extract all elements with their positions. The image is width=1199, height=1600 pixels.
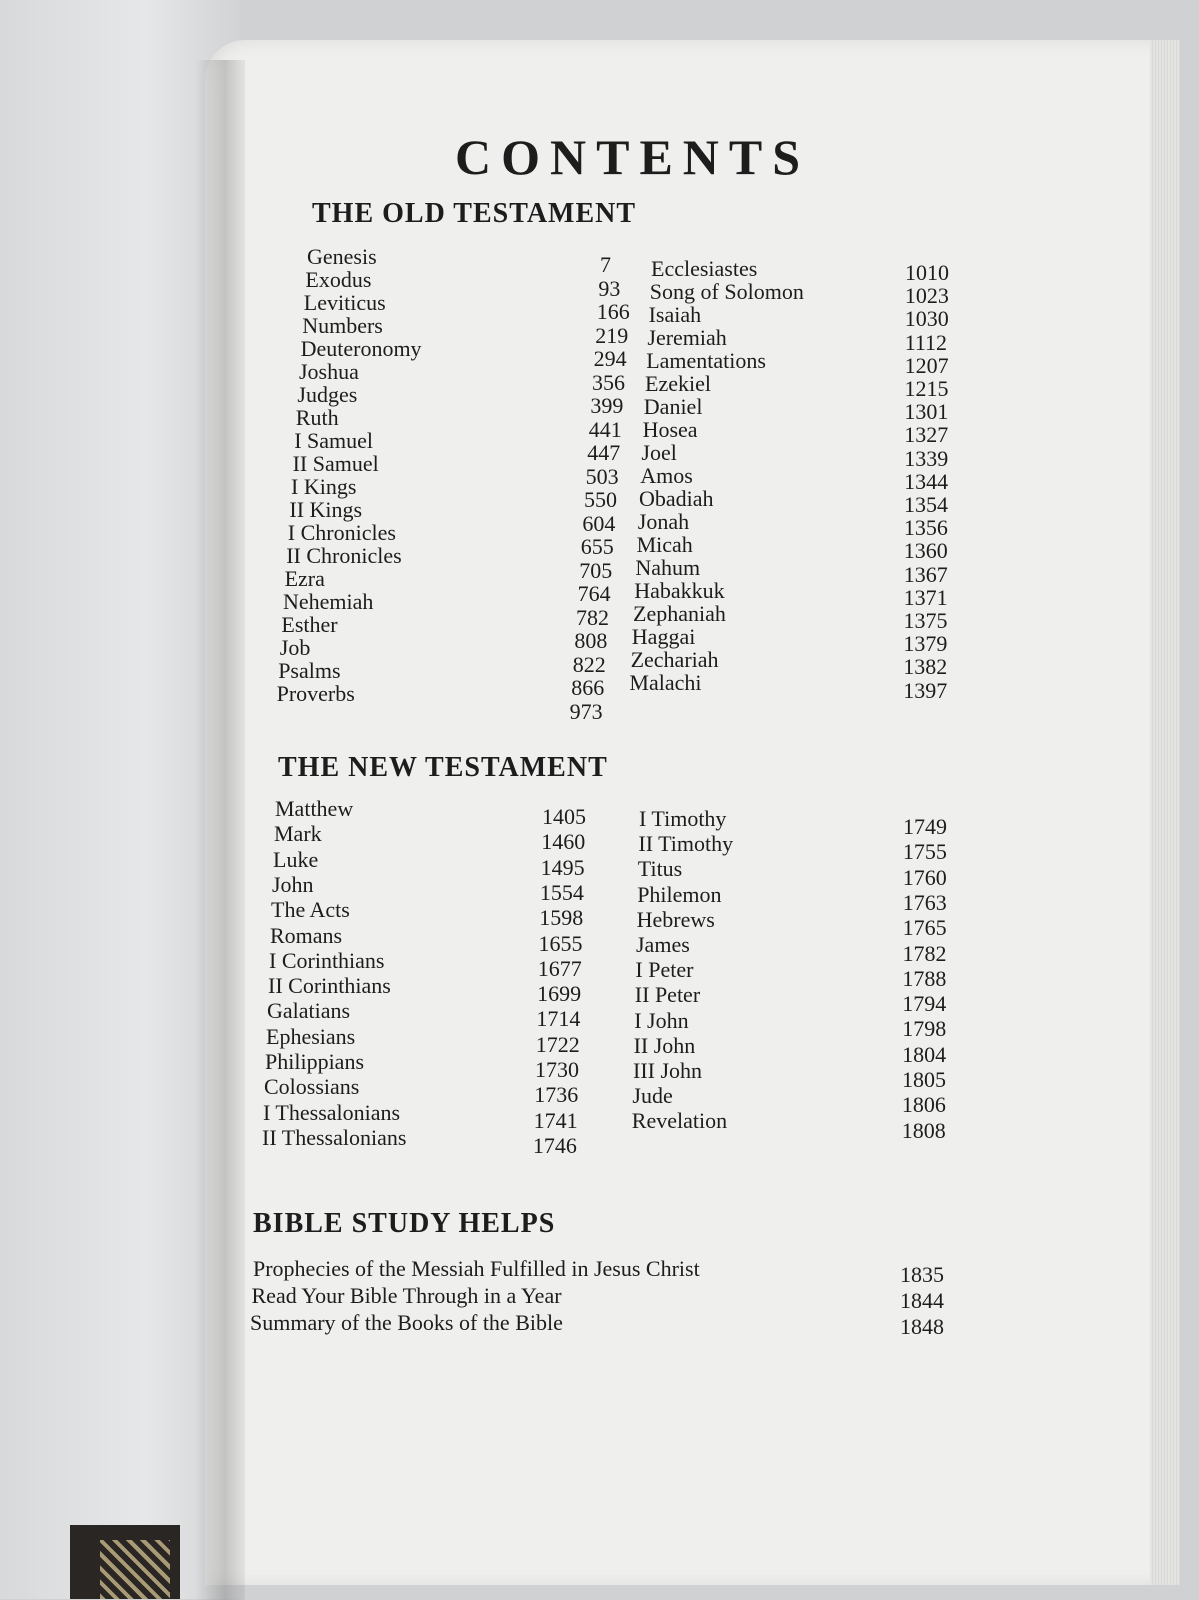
page-number: 399 <box>590 393 624 418</box>
book-name: Proverbs <box>276 681 355 706</box>
book-name: Colossians <box>264 1074 360 1100</box>
book-name: III John <box>633 1058 703 1083</box>
page-number: 1598 <box>539 905 584 931</box>
book-name: Hosea <box>642 417 698 442</box>
page-number: 1301 <box>904 399 949 425</box>
page-number: 1699 <box>537 981 582 1007</box>
help-item-title: Summary of the Books of the Bible <box>250 1310 563 1335</box>
page-number: 764 <box>577 581 611 606</box>
book-name: Numbers <box>302 313 383 338</box>
page-number: 822 <box>572 651 606 677</box>
page-number: 1788 <box>902 965 947 991</box>
page-number: 219 <box>595 322 629 348</box>
page-number: 93 <box>598 275 621 301</box>
book-name: Galatians <box>267 998 351 1024</box>
book-name: John <box>272 871 314 897</box>
page-number: 1367 <box>903 561 948 587</box>
page-number: 356 <box>592 369 625 395</box>
book-name: II Kings <box>289 497 363 522</box>
page-number: 1207 <box>904 352 949 378</box>
help-item-title: Prophecies of the Messiah Fulfilled in Jesus Christ <box>253 1256 700 1281</box>
page-number: 866 <box>571 675 605 700</box>
page-number: 782 <box>576 604 609 630</box>
book-name: Zephaniah <box>633 601 726 626</box>
page-number: 1746 <box>532 1132 577 1158</box>
book-name: I Chronicles <box>287 520 396 545</box>
page-number: 1354 <box>904 492 948 517</box>
book-name: Song of Solomon <box>649 279 804 304</box>
page-number: 808 <box>574 628 608 653</box>
page-number: 1356 <box>903 515 948 541</box>
book-name: Jeremiah <box>647 325 727 350</box>
page-number: 1010 <box>905 260 949 285</box>
book-name: Hebrews <box>636 906 715 932</box>
page-number: 973 <box>569 698 603 724</box>
page-number: 1736 <box>534 1082 579 1108</box>
help-item-title: Read Your Bible Through in a Year <box>251 1283 562 1308</box>
book-name: Mark <box>274 821 322 847</box>
book-name: James <box>636 932 690 957</box>
book-name: Habakkuk <box>634 578 725 603</box>
page-number: 1760 <box>902 864 947 890</box>
book-name: I Thessalonians <box>263 1099 401 1125</box>
book-name: Ecclesiastes <box>651 256 758 281</box>
page-number: 1379 <box>903 631 948 657</box>
page-number: 655 <box>580 534 614 559</box>
page-title: CONTENTS <box>455 129 811 185</box>
book-name: Luke <box>273 846 319 872</box>
page-number: 1460 <box>541 829 586 855</box>
page-number: 1327 <box>904 422 949 448</box>
book-name: I Samuel <box>294 428 374 453</box>
book-name: II Chronicles <box>286 543 402 568</box>
book-name: Genesis <box>307 244 377 269</box>
page-number: 1805 <box>902 1067 946 1092</box>
page-number: 1405 <box>542 804 586 829</box>
book-name: I Peter <box>635 957 694 983</box>
page-number: 1782 <box>902 940 947 966</box>
book-name: Jude <box>632 1083 673 1109</box>
book-name: II Samuel <box>292 451 379 476</box>
page-number: 166 <box>596 299 630 324</box>
page-number: 1794 <box>902 991 947 1017</box>
book-name: II Peter <box>634 982 701 1008</box>
page-number: 604 <box>582 510 616 536</box>
page-number: 1755 <box>902 839 947 865</box>
page-number: 1030 <box>904 306 949 332</box>
book-name: The Acts <box>271 897 350 923</box>
book-name: Joshua <box>299 359 359 384</box>
book-name: II Corinthians <box>268 973 391 999</box>
page-number: 1806 <box>901 1092 946 1118</box>
page-number: 441 <box>588 416 622 442</box>
help-item-page: 1835 <box>900 1262 944 1287</box>
page-number: 1677 <box>537 955 582 981</box>
page-number: 1714 <box>536 1006 581 1032</box>
book-name: Deuteronomy <box>300 336 422 361</box>
page-number: 1339 <box>904 445 949 471</box>
page-number: 1730 <box>535 1057 579 1082</box>
help-item-page: 1848 <box>900 1314 944 1339</box>
book-name: Ezekiel <box>645 371 711 396</box>
book-name: Leviticus <box>303 290 386 315</box>
book-name: Philippians <box>265 1049 365 1074</box>
page-number: 1804 <box>902 1041 947 1067</box>
page-number: 1765 <box>902 915 947 941</box>
book-name: Ruth <box>295 405 339 430</box>
page-number: 1722 <box>535 1031 580 1057</box>
book-name: Nahum <box>635 555 701 580</box>
page-number: 705 <box>579 557 613 583</box>
book-name: Daniel <box>643 394 703 419</box>
page-number: 1023 <box>904 283 949 309</box>
book-name: Micah <box>636 532 693 557</box>
study-helps-heading: BIBLE STUDY HELPS <box>253 1208 556 1239</box>
page-number: 1344 <box>904 468 949 494</box>
book-name: Revelation <box>631 1108 728 1134</box>
book-name: Haggai <box>631 624 696 649</box>
book-name: Psalms <box>278 658 341 683</box>
book-name: I Timothy <box>639 806 727 831</box>
page-number: 1375 <box>903 608 948 633</box>
page-number: 447 <box>587 440 621 465</box>
book-name: Judges <box>297 382 358 407</box>
page-number: 1360 <box>903 538 948 564</box>
book-name: Exodus <box>305 267 372 292</box>
book-name: Titus <box>637 856 683 882</box>
page-number: 1371 <box>903 584 948 610</box>
book-name: Joel <box>641 440 677 465</box>
book-name: Esther <box>281 612 338 637</box>
book-name: Lamentations <box>646 348 766 373</box>
book-name: Romans <box>270 922 343 948</box>
book-name: II John <box>633 1032 696 1058</box>
book-name: II Thessalonians <box>262 1124 407 1150</box>
page-number: 294 <box>593 346 627 371</box>
page-number: 1808 <box>901 1117 946 1143</box>
page-number: 1215 <box>904 376 949 401</box>
book-name: Jonah <box>637 509 690 534</box>
book-name: Ephesians <box>266 1023 356 1049</box>
book-name: Matthew <box>275 796 354 821</box>
page-number: 550 <box>584 487 617 512</box>
new-testament-heading: THE NEW TESTAMENT <box>278 752 608 783</box>
page-number: 1495 <box>540 854 585 880</box>
page-number: 1554 <box>539 879 584 905</box>
book-name: Job <box>279 635 311 660</box>
old-testament-heading: THE OLD TESTAMENT <box>312 198 637 229</box>
page-number: 1397 <box>903 677 948 703</box>
book-name: I Kings <box>291 474 357 499</box>
page-number: 7 <box>600 252 611 277</box>
page-number: 1112 <box>904 329 948 355</box>
page-number: 1655 <box>538 930 583 956</box>
page-number: 1382 <box>903 654 948 680</box>
help-item-page: 1844 <box>900 1288 944 1313</box>
book-name: Amos <box>640 463 693 488</box>
page-number: 1741 <box>533 1107 578 1133</box>
book-name: I Corinthians <box>269 947 385 973</box>
page-number: 1798 <box>902 1016 947 1042</box>
book-name: Obadiah <box>639 486 714 511</box>
book-name: I John <box>634 1007 689 1033</box>
book-name: Philemon <box>637 881 722 907</box>
book-name: II Timothy <box>638 831 734 857</box>
book-name: Isaiah <box>648 302 702 327</box>
page-number: 503 <box>585 463 619 489</box>
book-name: Nehemiah <box>283 589 374 614</box>
page-number: 1763 <box>902 889 947 915</box>
book-name: Zechariah <box>630 647 719 672</box>
book-name: Ezra <box>284 566 325 591</box>
page-number: 1749 <box>903 814 947 839</box>
book-name: Malachi <box>629 670 702 695</box>
